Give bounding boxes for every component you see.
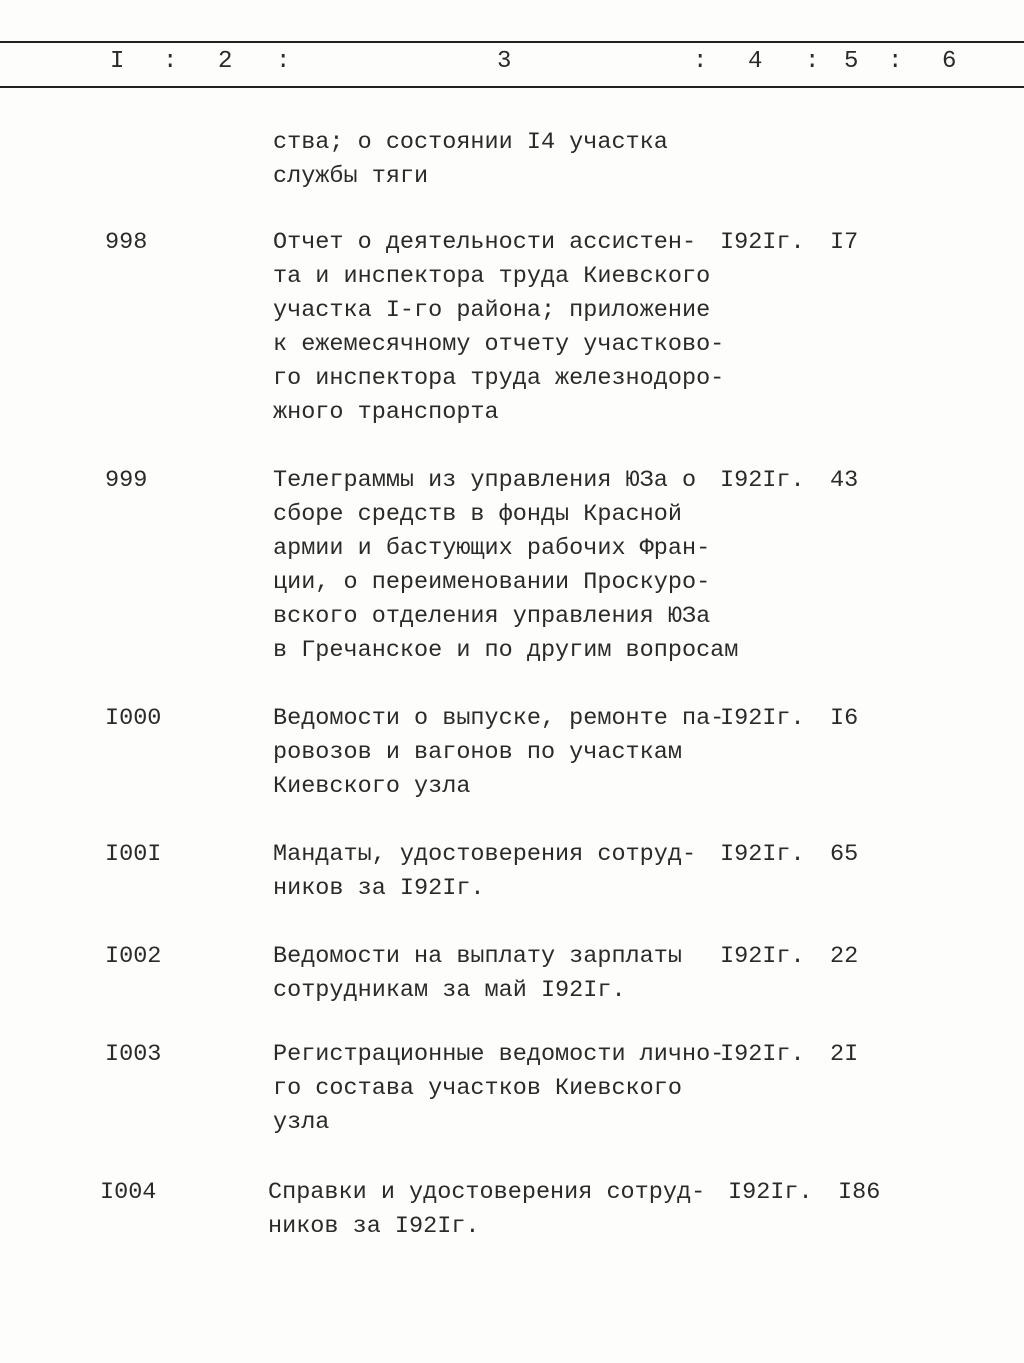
description-line: Мандаты, удостоверения сотруд- (273, 841, 697, 868)
col-1: I (110, 48, 125, 75)
entry-year: I92Iг. (720, 841, 805, 868)
entry-sheet-count: I7 (830, 229, 859, 256)
entry-description (273, 126, 668, 194)
description-line: узла (273, 1109, 330, 1136)
col-sep: : (693, 48, 708, 75)
header-bottom-rule (0, 86, 1024, 88)
description-line: го инспектора труда железнодоро- (273, 365, 725, 392)
description-line: Справки и удостоверения сотруд- (268, 1179, 706, 1206)
col-4: 4 (748, 48, 763, 75)
col-sep: : (888, 48, 903, 75)
entry-number: I00I (105, 841, 162, 868)
description-line: Ведомости на выплату зарплаты (273, 943, 682, 970)
header-top-rule (0, 41, 1024, 43)
description-line: ции, о переименовании Проскуро- (273, 569, 711, 596)
description-line: Отчет о деятельности ассистен- (273, 229, 697, 256)
description-line: ровозов и вагонов по участкам (273, 739, 682, 766)
col-2: 2 (218, 48, 233, 75)
description-line: сборе средств в фонды Красной (273, 501, 682, 528)
entry-sheet-count: 43 (830, 467, 859, 494)
entry-year: I92Iг. (720, 1041, 805, 1068)
description-line: сотрудникам за май I92Iг. (273, 977, 626, 1004)
entry-description (268, 1176, 705, 1244)
description-line: жного транспорта (273, 399, 499, 426)
description-line: та и инспектора труда Киевского (273, 263, 711, 290)
entry-sheet-count: 2I (830, 1041, 859, 1068)
col-sep: : (163, 48, 178, 75)
entry-description (273, 226, 724, 430)
description-line: в Гречанское и по другим вопросам (273, 637, 739, 664)
entry-description (273, 464, 738, 668)
entry-sheet-count: 22 (830, 943, 859, 970)
entry-number: I003 (105, 1041, 162, 1068)
entry-number: 998 (105, 229, 148, 256)
entry-number: I004 (100, 1179, 157, 1206)
description-line: Регистрационные ведомости лично- (273, 1041, 725, 1068)
description-line: ников за I92Iг. (273, 875, 485, 902)
col-3: 3 (497, 48, 512, 75)
description-line: к ежемесячному отчету участково- (273, 331, 725, 358)
entry-number: I000 (105, 705, 162, 732)
description-line: армии и бастующих рабочих Фран- (273, 535, 711, 562)
entry-year: I92Iг. (720, 229, 805, 256)
col-5: 5 (844, 48, 859, 75)
entry-year: I92Iг. (720, 943, 805, 970)
description-line: ников за I92Iг. (268, 1213, 480, 1240)
entry-year: I92Iг. (720, 467, 805, 494)
description-line: службы тяги (273, 163, 429, 190)
description-line: вского отделения управления ЮЗа (273, 603, 711, 630)
entry-description (273, 1038, 724, 1140)
description-line: Ведомости о выпуске, ремонте па- (273, 705, 725, 732)
description-line: ства; о состоянии I4 участка (273, 129, 668, 156)
entry-number: 999 (105, 467, 148, 494)
entry-year: I92Iг. (728, 1179, 813, 1206)
entry-description (273, 940, 682, 1008)
description-line: го состава участков Киевского (273, 1075, 682, 1102)
entry-description (273, 702, 724, 804)
description-line: участка I-го района; приложение (273, 297, 711, 324)
col-sep: : (805, 48, 820, 75)
description-line: Телеграммы из управления ЮЗа о (273, 467, 697, 494)
col-sep: : (276, 48, 291, 75)
entry-sheet-count: 65 (830, 841, 859, 868)
description-line: Киевского узла (273, 773, 471, 800)
entry-number: I002 (105, 943, 162, 970)
entry-description (273, 838, 696, 906)
entry-sheet-count: I86 (838, 1179, 881, 1206)
col-6: 6 (942, 48, 957, 75)
entry-sheet-count: I6 (830, 705, 859, 732)
entry-year: I92Iг. (720, 705, 805, 732)
